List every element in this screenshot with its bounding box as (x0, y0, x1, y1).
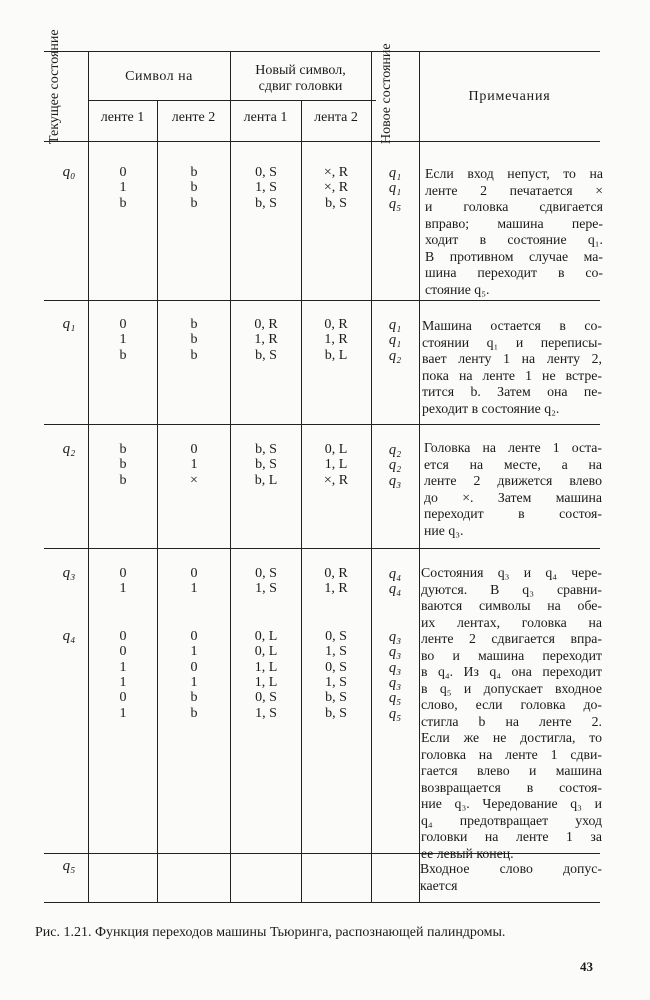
table-cell-next: q₁ (388, 180, 402, 197)
table-cell-new2: 1, S (325, 674, 347, 690)
table-cell-sym1: 1 (119, 581, 127, 597)
note-q0 (425, 166, 603, 298)
table-cell-new1: 1, L (254, 674, 278, 690)
note-line: В противном случае ма- (425, 248, 603, 264)
note-line: ходит в состояние q₁. (425, 232, 603, 247)
rule-sub-header (88, 100, 376, 101)
table-cell-new1: 0, S (255, 690, 277, 706)
table-cell-next: q₅ (388, 705, 402, 722)
note-line: вает ленту 1 на ленту 2, (422, 351, 602, 366)
note-line: головка на ленте 1 сдви- (421, 746, 602, 762)
note-line: гается влево и машина (421, 763, 602, 778)
table-cell-new2: b, L (324, 347, 348, 363)
table-cell-new1: 1, S (255, 180, 277, 196)
rule-top (44, 51, 600, 52)
note-line: тится b. Затем она пе- (422, 384, 602, 399)
table-cell-sym2: b (190, 180, 198, 196)
note-line: q₄ предотвращает уход (421, 812, 602, 828)
table-cell-next: q₅ (388, 195, 402, 212)
note-line: кается (420, 877, 458, 893)
header-tape2: ленте 2 (171, 110, 216, 125)
col-rule-5 (371, 51, 372, 902)
table-cell-next: q₄ (388, 566, 402, 582)
page-number: 43 (580, 959, 593, 974)
table-cell-sym2: 1 (190, 674, 198, 690)
table-cell-next: q₂ (388, 442, 402, 458)
table-cell-sym2: 0 (190, 629, 198, 644)
table-cell-new1: b, S (255, 442, 277, 457)
note-line: в q₅ и допускает входное (421, 680, 602, 696)
table-cell-next: q₄ (388, 581, 402, 598)
note-line: их лентах, головка на (421, 614, 602, 630)
note-q5 (420, 861, 602, 894)
note-line: ние q₃. Чередование q₃ и (421, 796, 602, 811)
table-cell-next: q₁ (388, 317, 402, 333)
table-cell-sym1: b (119, 347, 127, 363)
note-line: Головка на ленте 1 оста- (424, 440, 602, 455)
header-current-state: Текущее состояние (47, 29, 62, 144)
table-cell-new1: b, S (255, 195, 277, 211)
table-cell-next: q₅ (388, 690, 402, 707)
table-cell-next: q₃ (388, 659, 402, 676)
note-line: и головка сдвигается (425, 199, 603, 214)
table-cell-new2: b, S (325, 690, 347, 706)
table-cell-new2: 0, L (324, 442, 348, 457)
note-line: стояние q₅. (425, 281, 490, 297)
note-line: стигла b на ленте 2. (421, 713, 602, 729)
note-line: пока на ленте 1 не встре- (422, 367, 602, 383)
note-line: ется на месте, а на (424, 456, 602, 472)
figure-caption: Рис. 1.21. Функция переходов машины Тьюринга, распознающей палиндромы. (35, 925, 506, 940)
state-label: q₀ (62, 164, 76, 180)
note-line: шина переходит в со- (425, 265, 603, 280)
table-cell-new2: b, S (325, 195, 347, 211)
note-line: Входное слово допус- (420, 861, 602, 876)
table-cell-new2: 1, L (324, 457, 348, 473)
col-rule-2 (157, 101, 158, 902)
table-cell-sym1: 0 (119, 317, 127, 332)
table-cell-sym2: b (190, 165, 198, 180)
table-cell-sym2: × (190, 472, 198, 488)
table-cell-next: q₂ (388, 347, 402, 364)
table-cell-new1: 0, L (254, 629, 278, 644)
note-line: Машина остается в со- (422, 318, 602, 333)
col-rule-6 (419, 51, 420, 902)
table-cell-sym1: 1 (119, 180, 127, 196)
note-line: головки на ленте 1 за (421, 829, 602, 844)
note-line: Если вход непуст, то на (425, 166, 603, 181)
table-cell-new2: b, S (325, 705, 347, 721)
table-cell-new2: 0, R (324, 566, 348, 581)
table-cell-sym1: 1 (119, 659, 127, 675)
table-cell-new1: 0, S (255, 165, 277, 180)
table-cell-new2: ×, R (323, 165, 349, 180)
table-cell-new1: 0, R (254, 317, 278, 332)
note-q3-q4 (421, 565, 602, 862)
header-head-shift: сдвиг головки (258, 79, 343, 94)
table-cell-new1: 1, S (255, 581, 277, 597)
table-cell-new2: ×, R (323, 180, 349, 196)
note-line: ленте 2 печатается × (425, 182, 603, 198)
note-line: ее левый конец. (421, 845, 514, 861)
table-cell-next: q₃ (388, 472, 402, 489)
state-label: q₄ (62, 628, 76, 644)
header-tape2-new: лента 2 (314, 110, 358, 125)
state-label: q₃ (62, 565, 76, 581)
table-cell-next: q₂ (388, 457, 402, 474)
table-cell-new1: 0, S (255, 566, 277, 581)
header-tape1: ленте 1 (100, 110, 145, 125)
rule-header-bottom (44, 141, 600, 142)
note-line: до ×. Затем машина (424, 489, 602, 505)
table-cell-next: q₃ (388, 644, 402, 661)
table-cell-next: q₁ (388, 332, 402, 349)
table-cell-new1: 1, L (254, 659, 278, 675)
state-label: q₁ (62, 316, 76, 332)
table-cell-sym1: 0 (119, 566, 127, 581)
table-cell-sym1: 1 (119, 332, 127, 348)
rule-bottom (44, 902, 600, 903)
table-cell-sym1: 1 (119, 674, 127, 690)
state-label: q₂ (62, 441, 76, 457)
note-line: вправо; машина пере- (425, 215, 603, 231)
table-cell-sym2: 0 (190, 566, 198, 581)
table-cell-sym2: b (190, 332, 198, 348)
note-line: ленте 2 сдвигается впра- (421, 631, 602, 646)
note-line: во и машина переходит (421, 647, 602, 663)
table-cell-new1: b, S (255, 347, 277, 363)
rule-row-q2 (44, 548, 600, 549)
table-cell-new2: 0, S (325, 659, 347, 675)
note-line: реходит в состояние q₂. (422, 400, 560, 416)
table-cell-sym1: b (119, 442, 127, 457)
rule-row-q1 (44, 424, 600, 425)
rule-row-q0 (44, 300, 600, 301)
table-cell-new1: 1, R (254, 332, 278, 348)
table-cell-next: q₃ (388, 674, 402, 691)
table-cell-sym2: b (190, 705, 198, 721)
table-cell-sym2: 0 (190, 442, 198, 457)
table-cell-sym1: 0 (119, 644, 127, 660)
col-rule-3 (230, 51, 231, 902)
table-cell-sym2: 1 (190, 457, 198, 473)
table-cell-new1: b, L (254, 472, 278, 488)
table-cell-next: q₃ (388, 629, 402, 645)
table-cell-sym2: 1 (190, 581, 198, 597)
table-cell-sym1: 1 (119, 705, 127, 721)
table-cell-new1: b, S (255, 457, 277, 473)
note-line: в q₄. Из q₄ она переходит (421, 664, 602, 679)
table-cell-sym2: 0 (190, 659, 198, 675)
col-rule-4 (301, 101, 302, 902)
table-cell-sym2: b (190, 317, 198, 332)
table-cell-sym2: b (190, 347, 198, 363)
note-line: Состояния q₃ и q₄ чере- (421, 565, 602, 580)
note-line: переходит в состоя- (424, 506, 602, 521)
note-line: возвращается в состоя- (421, 779, 602, 795)
table-cell-sym1: 0 (119, 165, 127, 180)
note-q1 (422, 318, 602, 417)
table-cell-sym2: b (190, 690, 198, 706)
note-line: слово, если головка до- (421, 697, 602, 712)
table-cell-new2: 1, R (324, 581, 348, 597)
note-q2 (424, 440, 602, 539)
note-line: ние q₃. (424, 522, 464, 538)
table-cell-new1: 1, S (255, 705, 277, 721)
table-cell-sym1: 0 (119, 690, 127, 706)
note-line: дуются. В q₃ сравни- (421, 581, 602, 597)
table-cell-sym2: 1 (190, 644, 198, 660)
col-rule-1 (88, 51, 89, 902)
header-notes: Примечания (468, 89, 551, 104)
table-cell-new1: 0, L (254, 644, 278, 660)
table-cell-new2: ×, R (323, 472, 349, 488)
table-cell-new2: 0, S (325, 629, 347, 644)
table-cell-new2: 1, S (325, 644, 347, 660)
table-cell-sym1: 0 (119, 629, 127, 644)
header-new-state: Новое состояние (379, 43, 394, 144)
table-cell-sym2: b (190, 195, 198, 211)
note-line: ленте 2 движется влево (424, 473, 602, 488)
note-line: Если же не достигла, то (421, 730, 602, 745)
table-cell-sym1: b (119, 457, 127, 473)
table-cell-next: q₁ (388, 165, 402, 181)
state-label: q₅ (62, 858, 76, 874)
table-cell-new2: 0, R (324, 317, 348, 332)
note-line: ваются символы на обе- (421, 598, 602, 613)
table-cell-sym1: b (119, 195, 127, 211)
header-tape1-new: лента 1 (243, 110, 288, 125)
header-symbol-on: Символ на (125, 69, 193, 84)
table-cell-sym1: b (119, 472, 127, 488)
note-line: стоянии q₁ и переписы- (422, 334, 602, 350)
table-cell-new2: 1, R (324, 332, 348, 348)
header-new-symbol: Новый символ, (255, 63, 346, 78)
